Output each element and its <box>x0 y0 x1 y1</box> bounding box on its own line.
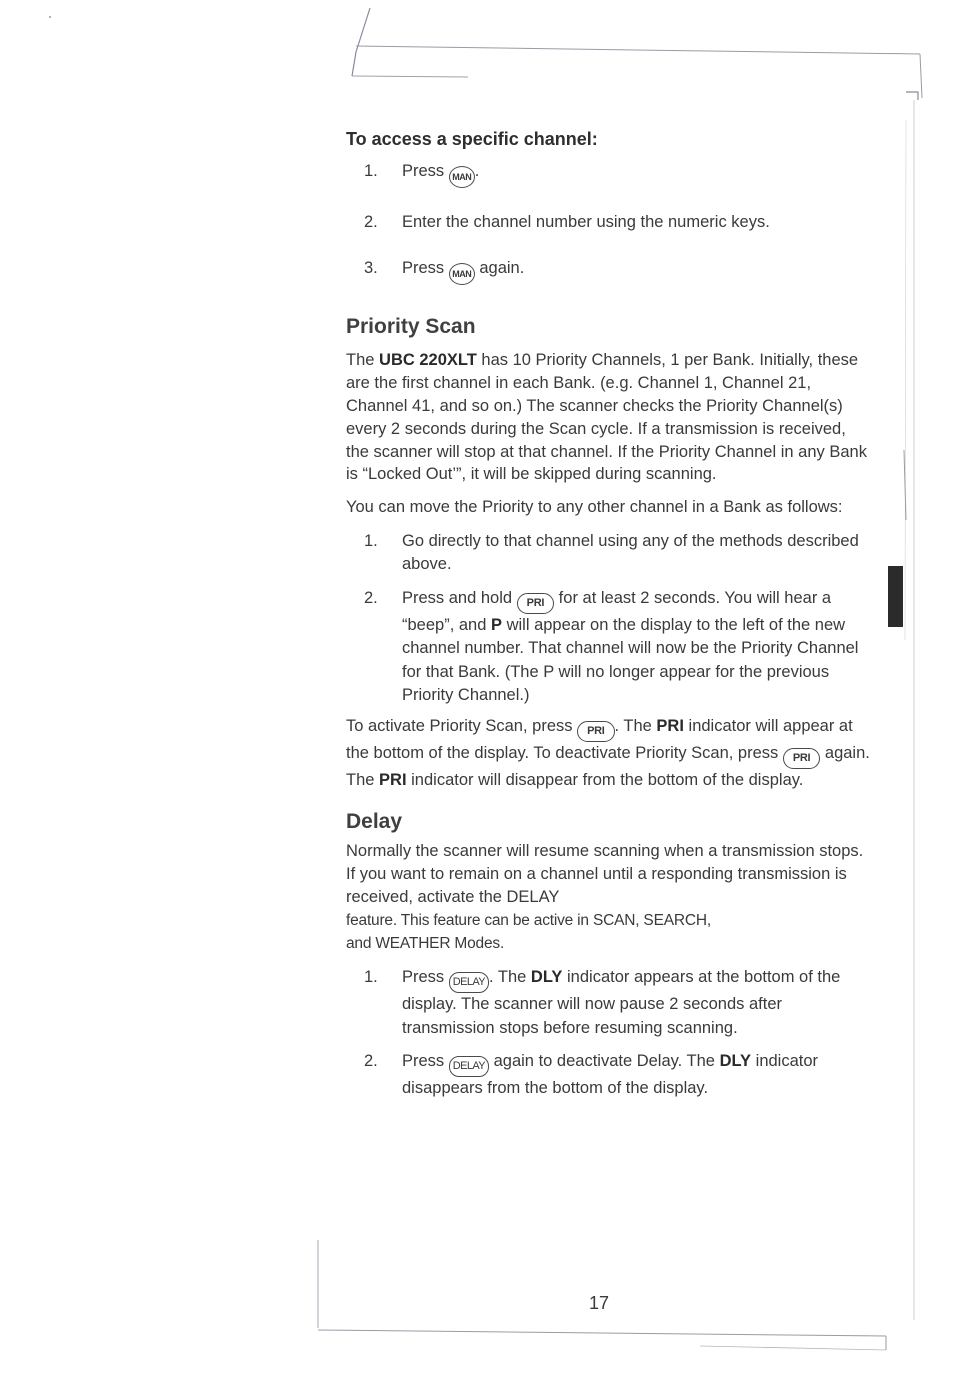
man-key-icon: MAN <box>449 263 475 285</box>
access-step-1: 1. Press MAN . <box>346 160 870 188</box>
step-number: 3. <box>364 259 378 278</box>
step-text: Enter the channel number using the numeric keys. <box>402 213 770 231</box>
pri-key-icon: PRI <box>517 593 554 614</box>
delay-step-1: 1. Press DELAY . The DLY indicator appears at the bottom of the display. The scanner will now pause 2 seconds after transmission stops before resuming scanning. <box>364 968 841 1037</box>
pri-key-icon: PRI <box>577 721 614 742</box>
man-key-icon: MAN <box>449 166 475 188</box>
delay-intro: Normally the scanner will resume scanning when a transmission stops. If you want to remain on a channel until a responding transmission is received, activate the DELAY feature. This feature can be active in SCAN, SEARCH, and WEATHER Modes. <box>346 842 864 953</box>
step-text: Press <box>402 162 449 180</box>
access-channel-heading: To access a specific channel: <box>346 129 598 149</box>
access-channel-section <box>346 126 870 285</box>
pri-key-icon: PRI <box>783 748 820 769</box>
step-number: 2. <box>364 1052 378 1071</box>
delay-heading: Delay <box>346 810 403 834</box>
priority-step-2: 2. Press and hold PRI for at least 2 seconds. You will hear a “beep”, and P will appear on the display to the left of the new channel number. That channel will now be the Priority Channel for that Bank. (The P will no longer appear for the previous Priority Channel.) <box>364 588 859 705</box>
step-number: 1. <box>364 968 378 987</box>
step-number: 2. <box>364 588 378 607</box>
priority-activate-paragraph: To activate Priority Scan, press PRI . The PRI indicator will appear at the bottom of the display. To deactivate Priority Scan, press PRI again. The PRI indicator will disappear from the bottom of the display. <box>346 717 870 790</box>
delay-section <box>346 808 870 1100</box>
model-name: UBC 220XLT <box>379 351 477 370</box>
access-step-2 <box>346 211 870 234</box>
edge-index-tab <box>888 566 903 627</box>
access-step-3: 3. Press MAN again. <box>346 257 870 285</box>
priority-move-paragraph: You can move the Priority to any other channel in a Bank as follows: <box>346 498 843 517</box>
step-number: 1. <box>364 162 378 180</box>
priority-scan-section <box>346 313 870 792</box>
priority-scan-intro: The UBC 220XLT has 10 Priority Channels, 1 per Bank. Initially, these are the first channel in each Bank. (e.g. Channel 1, Channel 21, Channel 41, and so on.) The scanner checks the Priority Channel(s) every 2 seconds during the Scan cycle. If a transmission is received, the scanner will stop at that channel. If the Priority Channel in any Bank is “Locked Out’”, it will be skipped during scanning. <box>346 351 867 484</box>
delay-key-icon: DELAY <box>449 972 489 993</box>
delay-step-2: 2. Press DELAY again to deactivate Delay. The DLY indicator disappears from the bottom of the display. <box>364 1052 819 1098</box>
step-text: Press <box>402 259 449 278</box>
priority-scan-heading: Priority Scan <box>346 315 476 339</box>
step-number: 1. <box>364 531 378 550</box>
delay-key-icon: DELAY <box>449 1056 489 1077</box>
page-number: 17 <box>589 1293 610 1313</box>
priority-step-1 <box>346 530 870 577</box>
step-number: 2. <box>364 213 378 231</box>
page-content <box>346 126 870 1100</box>
step-text: Go directly to that channel using any of the methods described above. <box>402 531 859 574</box>
